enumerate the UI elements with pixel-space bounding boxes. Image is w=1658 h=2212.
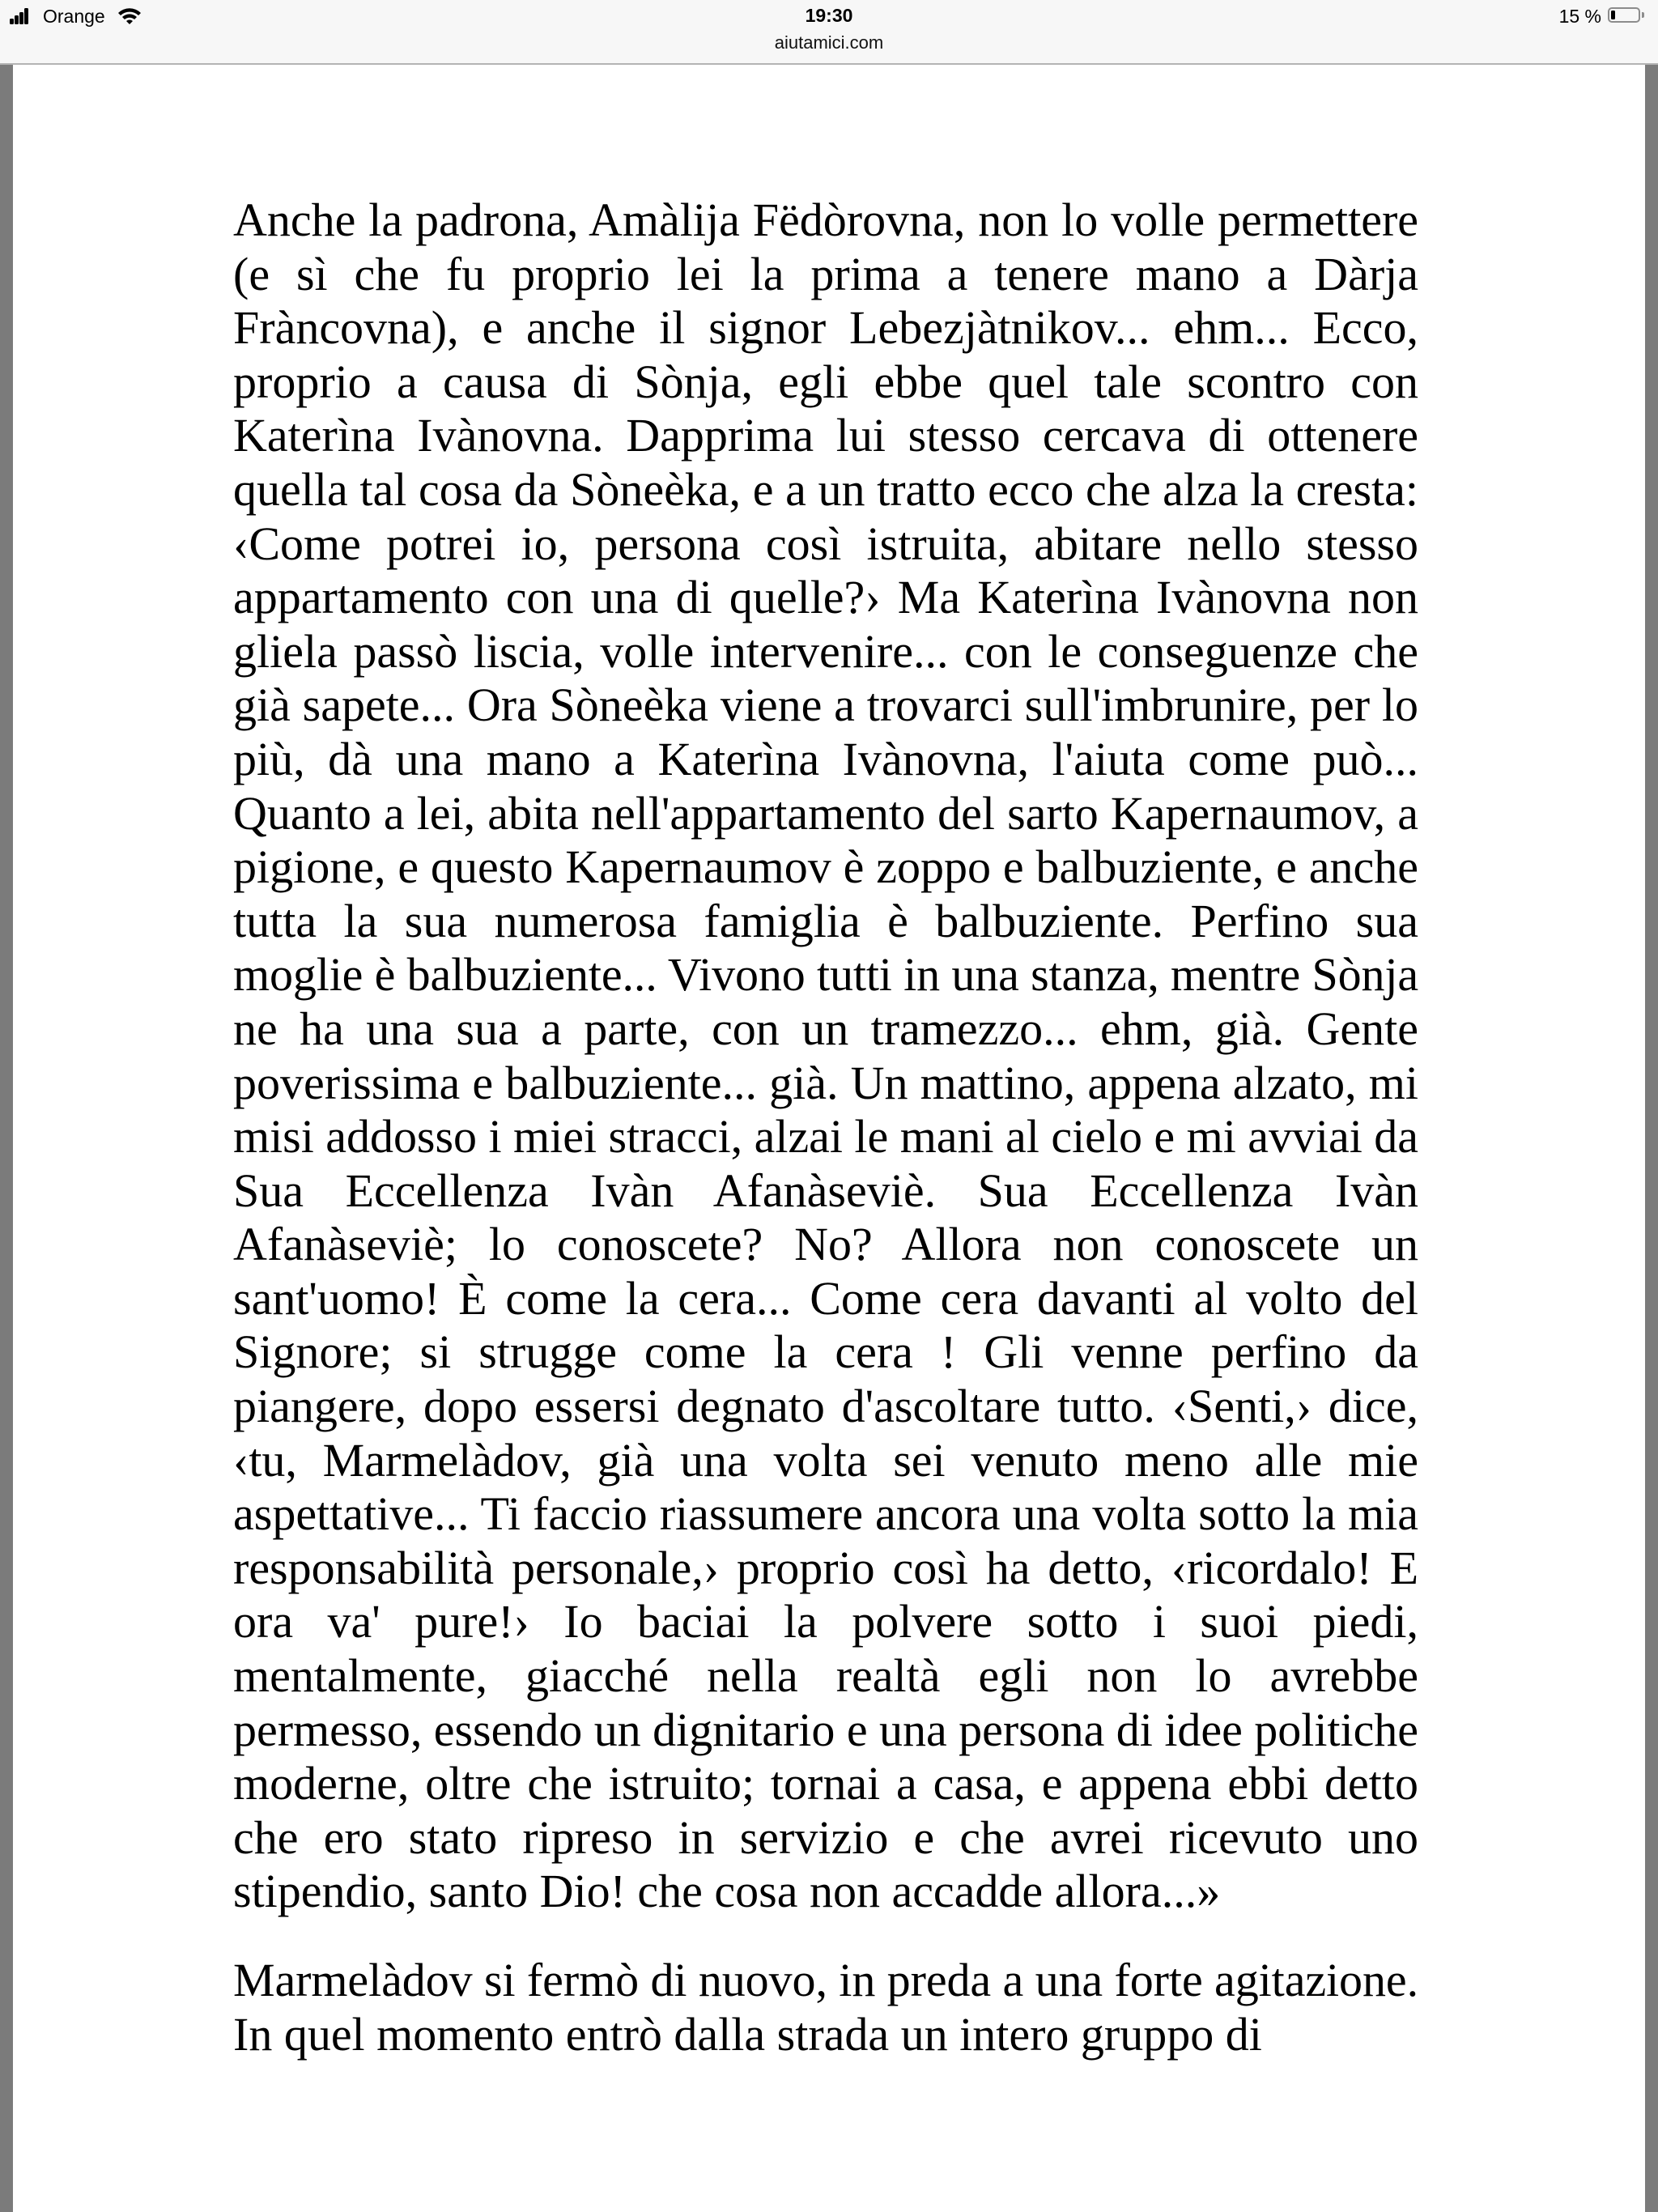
battery-percent: 15 %	[1558, 6, 1601, 27]
text-line: ne ha una sua a parte, con un tramezzo... ehm, già. Gente	[233, 1002, 1418, 1055]
text-line: ora va' pure!› Io baciai la polvere sotto i suoi piedi,	[233, 1595, 1418, 1648]
text-line: poverissima e balbuziente... già. Un mattino, appena alzato, mi	[233, 1056, 1418, 1109]
text-line: Signore; si strugge come la cera ! Gli venne perfino da	[233, 1325, 1418, 1379]
text-line: permesso, essendo un dignitario e una persona di idee politiche	[233, 1703, 1418, 1756]
battery-level-fill	[1611, 11, 1615, 19]
text-line: mentalmente, giacché nella realtà egli non lo avrebbe	[233, 1649, 1418, 1703]
paragraph-2	[233, 1954, 1418, 2061]
text-line: misi addosso i miei stracci, alzai le mani al cielo e mi avviai da	[233, 1110, 1418, 1163]
text-line: ‹tu, Marmelàdov, già una volta sei venuto meno alle mie	[233, 1433, 1418, 1487]
text-line: Katerìna Ivànovna. Dapprima lui stesso cercava di ottenere	[233, 409, 1418, 462]
text-line: piangere, dopo essersi degnato d'ascoltare tutto. ‹Senti,› dice,	[233, 1380, 1418, 1433]
text-line: (e sì che fu proprio lei la prima a tenere mano a Dàrja	[233, 247, 1418, 300]
text-line: già sapete... Ora Sòneèka viene a trovarci sull'imbrunire, per lo	[233, 678, 1418, 732]
text-line: moderne, oltre che istruito; tornai a casa, e appena ebbi detto	[233, 1757, 1418, 1810]
text-line: Marmelàdov si fermò di nuovo, in preda a una forte agitazione.	[233, 1954, 1418, 2006]
text-line: aspettative... Ti faccio riassumere ancora una volta sotto la mia	[233, 1487, 1418, 1541]
text-line: più, dà una mano a Katerìna Ivànovna, l'aiuta come può...	[233, 732, 1418, 785]
text-line: Afanàseviè; lo conoscete? No? Allora non conoscete un	[233, 1218, 1418, 1271]
text-line: pigione, e questo Kapernaumov è zoppo e balbuziente, e anche	[233, 840, 1418, 894]
text-line: gliela passò liscia, volle intervenire... con le conseguenze che	[233, 624, 1418, 678]
text-line: stipendio, santo Dio! che cosa non accadde allora...»	[233, 1865, 1221, 1918]
status-time: 19:30	[805, 5, 853, 26]
text-line: Fràncovna), e anche il signor Lebezjàtnikov... ehm... Ecco,	[233, 301, 1418, 355]
text-line: responsabilità personale,› proprio così ha detto, ‹ricordalo! E	[233, 1541, 1418, 1594]
text-line: In quel momento entrò dalla strada un intero gruppo di	[233, 2007, 1262, 2061]
battery-icon	[1608, 7, 1640, 23]
address-url[interactable]: aiutamici.com	[774, 32, 884, 53]
left-page-gutter	[0, 65, 13, 2212]
text-line: Sua Eccellenza Ivàn Afanàseviè. Sua Eccellenza Ivàn	[233, 1163, 1418, 1217]
web-page-content[interactable]	[13, 65, 1645, 2212]
text-line: tutta la sua numerosa famiglia è balbuziente. Perfino sua	[233, 894, 1418, 947]
paragraph-1	[233, 194, 1418, 1919]
text-line: appartamento con una di quelle?› Ma Katerìna Ivànovna non	[233, 571, 1418, 624]
text-line: proprio a causa di Sònja, egli ebbe quel tale scontro con	[233, 355, 1418, 408]
right-page-gutter	[1645, 65, 1658, 2212]
text-line: sant'uomo! È come la cera... Come cera davanti al volto del	[233, 1271, 1418, 1325]
text-line: che ero stato ripreso in servizio e che avrei ricevuto uno	[233, 1810, 1418, 1864]
text-line: Quanto a lei, abita nell'appartamento del sarto Kapernaumov, a	[233, 786, 1418, 840]
article-text	[233, 194, 1418, 2061]
text-line: moglie è balbuziente... Vivono tutti in una stanza, mentre Sònja	[233, 948, 1418, 1002]
text-line: Anche la padrona, Amàlija Fëdòrovna, non lo volle permettere	[233, 194, 1418, 246]
battery-tip	[1642, 12, 1644, 18]
text-line: quella tal cosa da Sòneèka, e a un tratto ecco che alza la cresta:	[233, 462, 1418, 516]
text-line: ‹Come potrei io, persona così istruita, abitare nello stesso	[233, 517, 1418, 570]
status-bar	[0, 0, 1658, 65]
carrier-name: Orange	[43, 6, 105, 27]
